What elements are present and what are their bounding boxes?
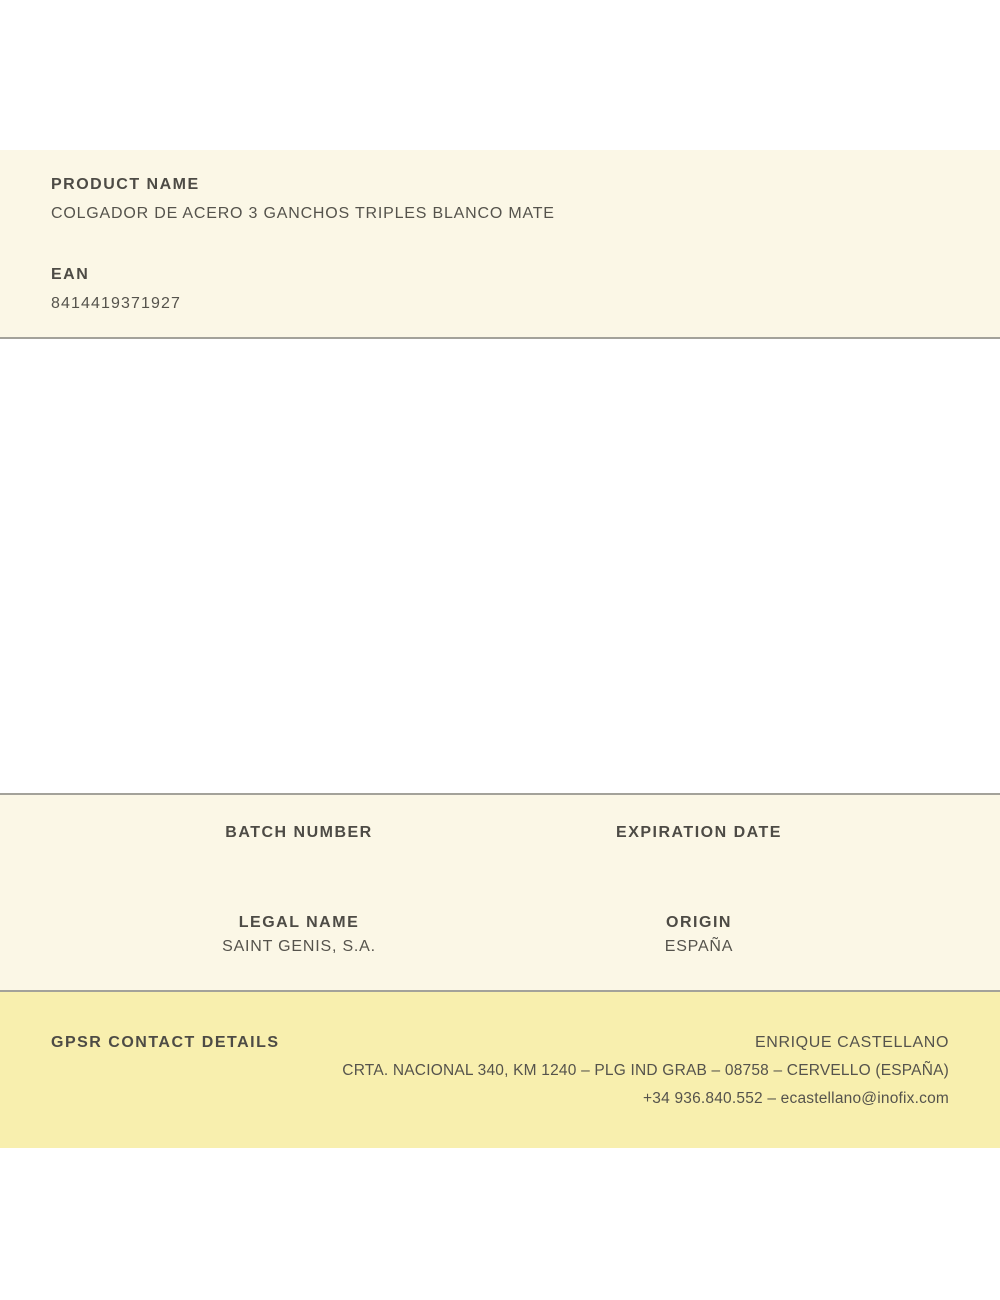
gpsr-contact-block <box>342 1035 949 1107</box>
batch-legal-section <box>0 793 1000 992</box>
batch-number-label: BATCH NUMBER <box>225 824 373 841</box>
gpsr-contact-name: ENRIQUE CASTELLANO <box>755 1034 949 1051</box>
origin-label: ORIGIN <box>666 914 732 931</box>
ean-label: EAN <box>51 266 90 283</box>
product-name-label: PRODUCT NAME <box>51 176 200 193</box>
gpsr-contact-details-label: GPSR CONTACT DETAILS <box>51 1034 280 1051</box>
gpsr-contact-section <box>0 992 1000 1148</box>
legal-name-label: LEGAL NAME <box>238 914 360 931</box>
expiration-date-label: EXPIRATION DATE <box>616 824 782 841</box>
ean-value: 8414419371927 <box>51 295 181 312</box>
gpsr-contact-address: CRTA. NACIONAL 340, KM 1240 – PLG IND GRAB – 08758 – CERVELLO (ESPAÑA) <box>342 1062 949 1079</box>
origin-value: ESPAÑA <box>664 938 734 955</box>
product-name-value: COLGADOR DE ACERO 3 GANCHOS TRIPLES BLANCO MATE <box>51 205 555 222</box>
gpsr-contact-phone-email: +34 936.840.552 – ecastellano@inofix.com <box>643 1090 949 1107</box>
legal-name-value: SAINT GENIS, S.A. <box>222 938 376 955</box>
product-info-section <box>0 150 1000 339</box>
